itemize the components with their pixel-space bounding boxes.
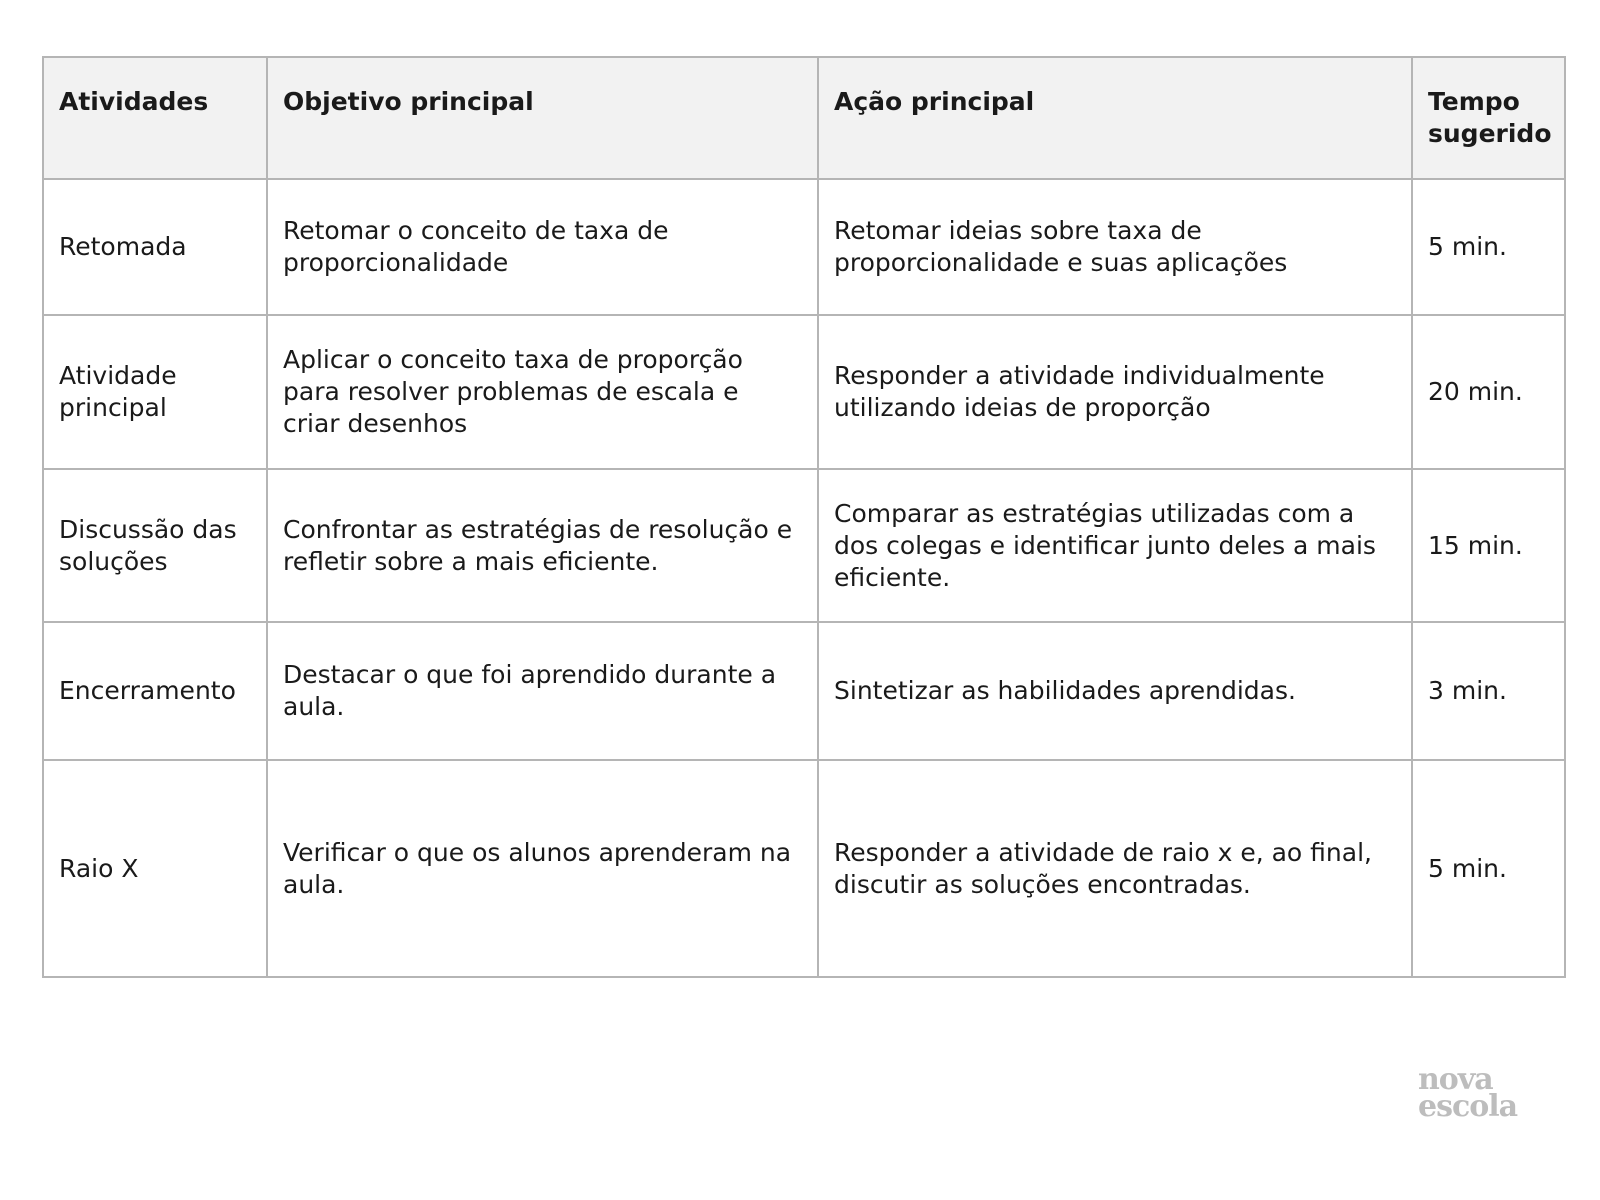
cell-objetivo: Destacar o que foi aprendido durante a aula. — [267, 622, 818, 760]
table-row — [43, 622, 1565, 760]
cell-acao: Comparar as estratégias utilizadas com a dos colegas e identificar junto deles a mais eficiente. — [818, 469, 1412, 622]
cell-objetivo: Verificar o que os alunos aprenderam na aula. — [267, 760, 818, 977]
cell-tempo: 20 min. — [1412, 315, 1565, 469]
nova-escola-logo — [1418, 1062, 1536, 1124]
cell-tempo: 15 min. — [1412, 469, 1565, 622]
cell-atividade: Atividade principal — [43, 315, 267, 469]
cell-objetivo: Aplicar o conceito taxa de proporção para resolver problemas de escala e criar desenhos — [267, 315, 818, 469]
table-row — [43, 315, 1565, 469]
table-header-row — [43, 57, 1565, 179]
table-row — [43, 760, 1565, 977]
header-atividades: Atividades — [43, 57, 267, 179]
logo-line-nova: nova — [1418, 1062, 1493, 1097]
cell-acao: Responder a atividade individualmente utilizando ideias de proporção — [818, 315, 1412, 469]
cell-tempo: 3 min. — [1412, 622, 1565, 760]
table-row — [43, 469, 1565, 622]
cell-atividade: Discussão das soluções — [43, 469, 267, 622]
cell-objetivo: Confrontar as estratégias de resolução e refletir sobre a mais eficiente. — [267, 469, 818, 622]
cell-atividade: Raio X — [43, 760, 267, 977]
cell-atividade: Encerramento — [43, 622, 267, 760]
cell-tempo: 5 min. — [1412, 760, 1565, 977]
header-tempo-sugerido: Tempo sugerido — [1412, 57, 1565, 179]
cell-acao: Sintetizar as habilidades aprendidas. — [818, 622, 1412, 760]
table-row — [43, 179, 1565, 315]
header-objetivo-principal: Objetivo principal — [267, 57, 818, 179]
cell-tempo: 5 min. — [1412, 179, 1565, 315]
cell-acao: Responder a atividade de raio x e, ao final, discutir as soluções encontradas. — [818, 760, 1412, 977]
logo-line-escola: escola — [1418, 1089, 1518, 1124]
header-acao-principal: Ação principal — [818, 57, 1412, 179]
cell-acao: Retomar ideias sobre taxa de proporcionalidade e suas aplicações — [818, 179, 1412, 315]
cell-objetivo: Retomar o conceito de taxa de proporcionalidade — [267, 179, 818, 315]
cell-atividade: Retomada — [43, 179, 267, 315]
lesson-plan-table — [42, 56, 1566, 978]
